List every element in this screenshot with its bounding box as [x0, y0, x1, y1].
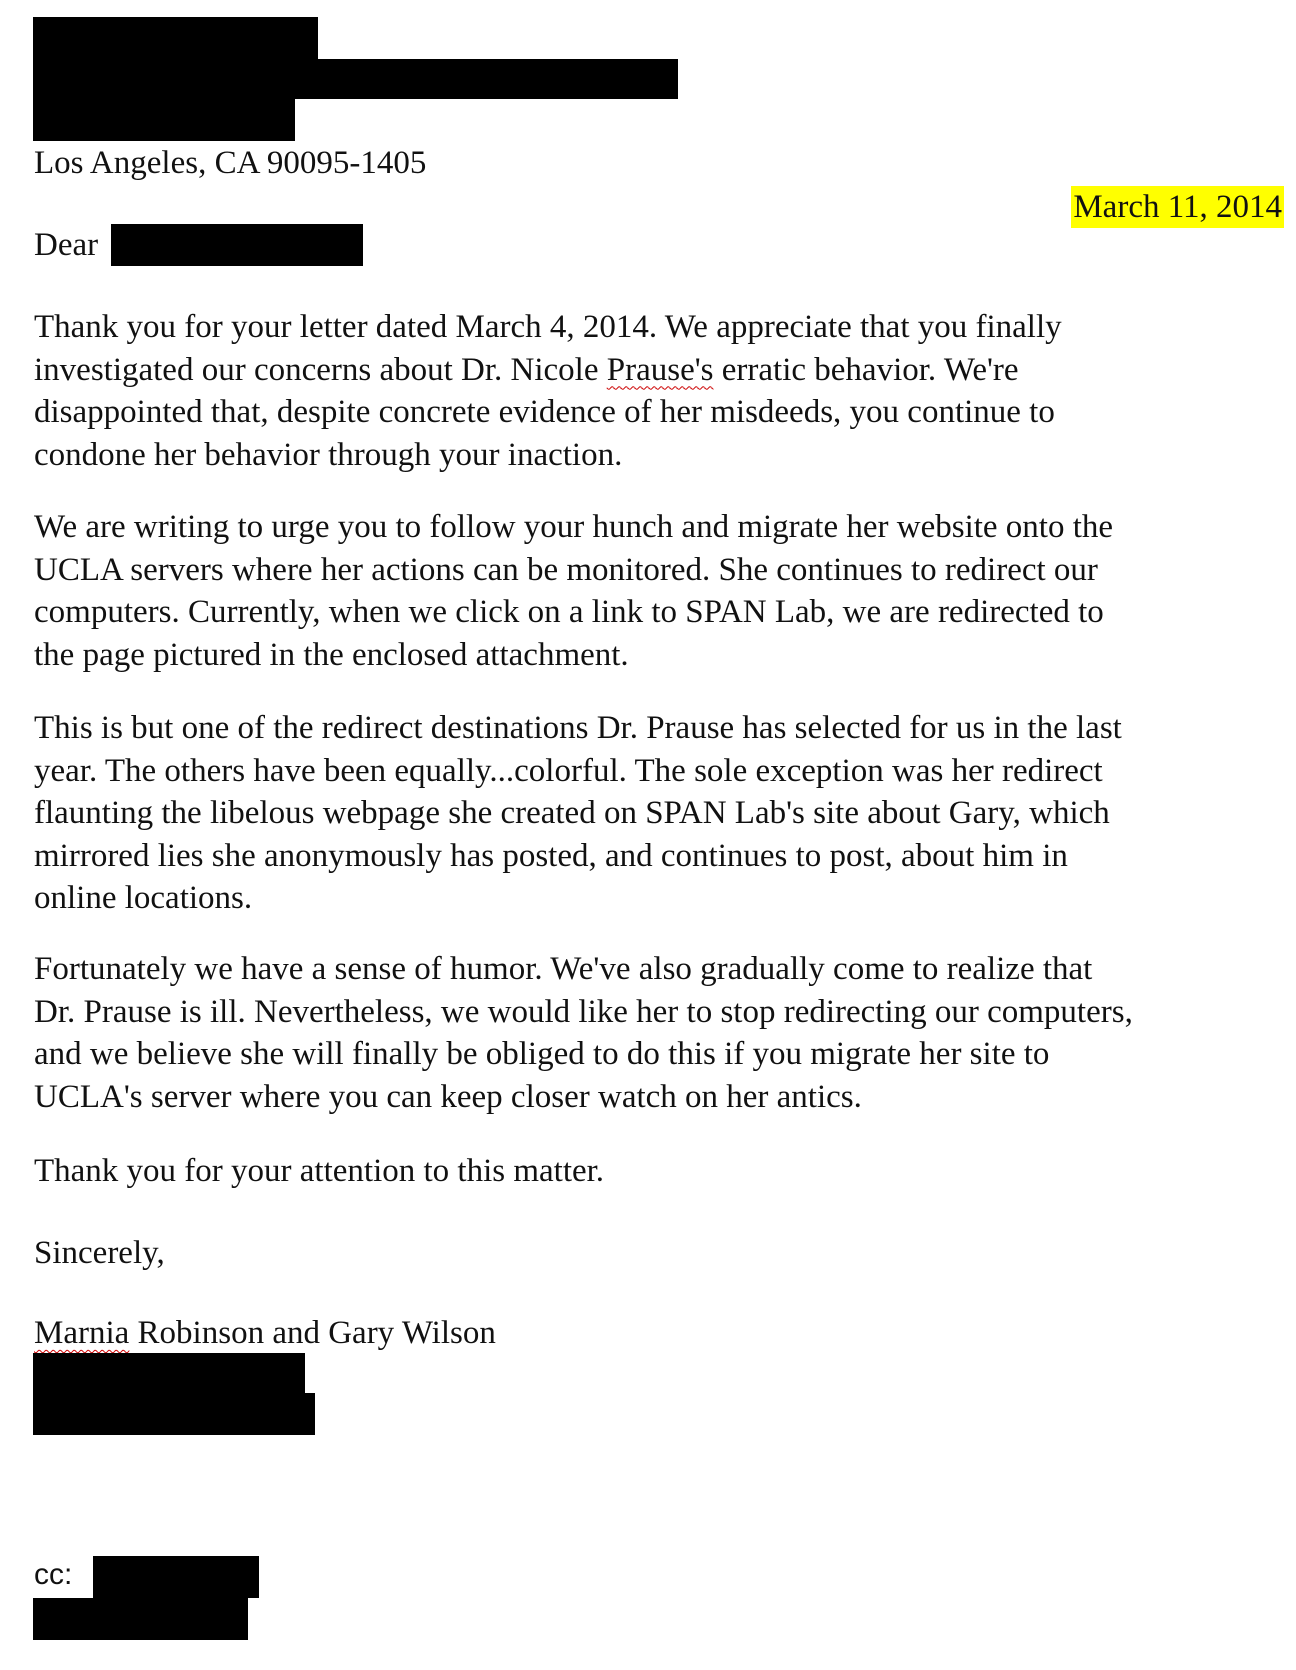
redacted-address-line-1	[33, 17, 318, 59]
signature-names	[34, 1312, 496, 1354]
paragraph-3-line-3: flaunting the libelous webpage she created on SPAN Lab's site about Gary, which	[34, 795, 1110, 832]
paragraph-2-line-3: computers. Currently, when we click on a link to SPAN Lab, we are redirected to	[34, 594, 1104, 631]
paragraph-1-line-3: disappointed that, despite concrete evidence of her misdeeds, you continue to	[34, 394, 1055, 431]
spellcheck-flagged-first-name: Marnia	[34, 1315, 130, 1351]
redacted-recipient-name	[111, 224, 363, 266]
paragraph-4	[34, 948, 1279, 1118]
paragraph-1-line-1: Thank you for your letter dated March 4, 2014. We appreciate that you finally	[34, 309, 1062, 345]
paragraph-1-line-4: condone her behavior through your inaction.	[34, 436, 623, 473]
paragraph-4-line-1: Fortunately we have a sense of humor. We've also gradually come to realize that	[34, 951, 1093, 987]
paragraph-1	[34, 306, 1279, 476]
paragraph-2	[34, 506, 1279, 676]
paragraph-5: Thank you for your attention to this matter.	[34, 1153, 605, 1189]
redacted-cc-recipient-1	[93, 1556, 259, 1598]
closing: Sincerely,	[34, 1235, 165, 1271]
paragraph-1-line-2	[34, 349, 1279, 392]
letter-date: March 11, 2014	[1071, 186, 1284, 228]
paragraph-4-line-4: UCLA's server where you can keep closer watch on her antics.	[34, 1078, 862, 1115]
redacted-signature-address-line-1	[33, 1353, 305, 1393]
redacted-signature-address-line-2	[33, 1393, 315, 1435]
paragraph-3	[34, 707, 1279, 920]
paragraph-2-line-1: We are writing to urge you to follow your hunch and migrate her website onto the	[34, 509, 1114, 545]
paragraph-3-line-5: online locations.	[34, 880, 253, 917]
paragraph-3-line-1: This is but one of the redirect destinations Dr. Prause has selected for us in the last	[34, 710, 1122, 746]
paragraph-4-line-3: and we believe she will finally be obliged to do this if you migrate her site to	[34, 1036, 1050, 1073]
cc-label: cc:	[34, 1558, 73, 1591]
paragraph-4-line-2: Dr. Prause is ill. Nevertheless, we would like her to stop redirecting our computers,	[34, 993, 1133, 1030]
paragraph-2-line-4: the page pictured in the enclosed attachment.	[34, 636, 629, 673]
paragraph-3-line-2: year. The others have been equally...colorful. The sole exception was her redirect	[34, 752, 1103, 789]
paragraph-1-line-2-pre: investigated our concerns about Dr. Nicole	[34, 351, 607, 388]
spellcheck-flagged-name: Prause's	[606, 351, 714, 388]
address-city-line: Los Angeles, CA 90095-1405	[34, 145, 427, 181]
redacted-address-line-3	[33, 99, 295, 141]
redacted-address-line-2	[33, 59, 678, 99]
paragraph-1-line-2-post: erratic behavior. We're	[713, 351, 1019, 388]
redacted-cc-recipient-2	[33, 1598, 248, 1640]
paragraph-2-line-2: UCLA servers where her actions can be monitored. She continues to redirect our	[34, 551, 1098, 588]
signature-rest: Robinson and Gary Wilson	[129, 1315, 496, 1351]
salutation: Dear	[34, 227, 99, 263]
paragraph-3-line-4: mirrored lies she anonymously has posted, and continues to post, about him in	[34, 837, 1068, 874]
